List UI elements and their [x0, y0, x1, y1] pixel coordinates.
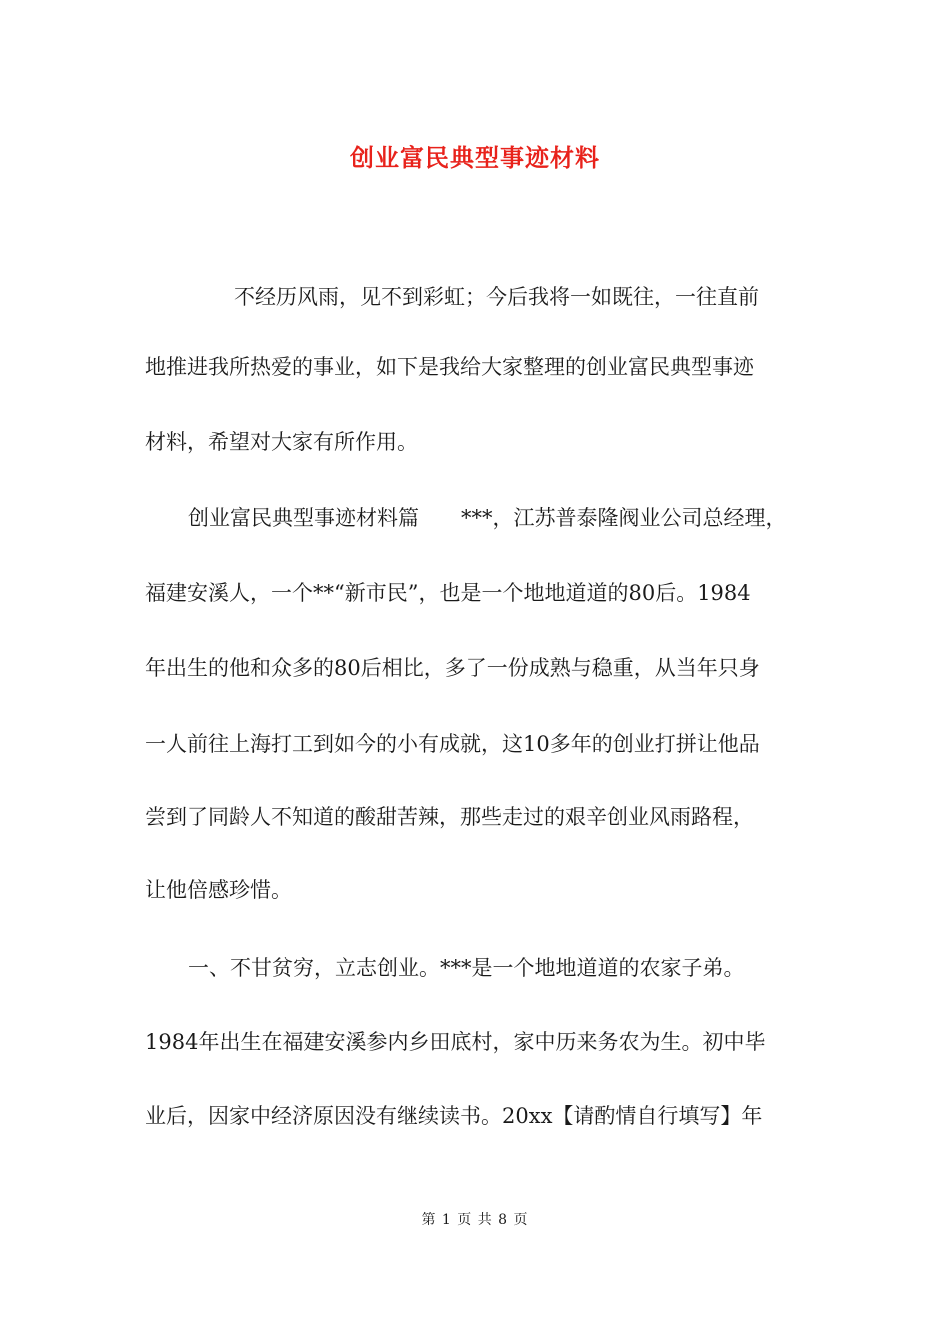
paragraph-line: 福建安溪人，一个**“新市民”，也是一个地地道道的80后。1984 — [145, 581, 751, 605]
paragraph-line: 一、不甘贫穷，立志创业。***是一个地地道道的农家子弟。 — [188, 956, 745, 980]
document-title: 创业富民典型事迹材料 — [350, 143, 600, 172]
page-footer: 第 1 页 共 8 页 — [421, 1212, 529, 1228]
paragraph-line: 地推进我所热爱的事业，如下是我给大家整理的创业富民典型事迹 — [145, 355, 754, 379]
paragraph-line: 1984年出生在福建安溪参内乡田底村，家中历来务农为生。初中毕 — [145, 1030, 766, 1054]
paragraph-line: 材料，希望对大家有所作用。 — [145, 430, 418, 454]
paragraph-line: 业后，因家中经济原因没有继续读书。20xx【请酌情自行填写】年 — [145, 1104, 763, 1128]
paragraph-line: 不经历风雨，见不到彩虹；今后我将一如既往，一往直前 — [234, 285, 759, 309]
paragraph-line: 让他倍感珍惜。 — [145, 878, 292, 902]
paragraph-line: 创业富民典型事迹材料篇 ***，江苏普泰隆阀业公司总经理， — [188, 506, 787, 530]
paragraph-line: 尝到了同龄人不知道的酸甜苦辣，那些走过的艰辛创业风雨路程， — [145, 805, 754, 829]
paragraph-line: 一人前往上海打工到如今的小有成就，这10多年的创业打拼让他品 — [145, 732, 760, 756]
paragraph-line: 年出生的他和众多的80后相比，多了一份成熟与稳重，从当年只身 — [145, 656, 760, 680]
